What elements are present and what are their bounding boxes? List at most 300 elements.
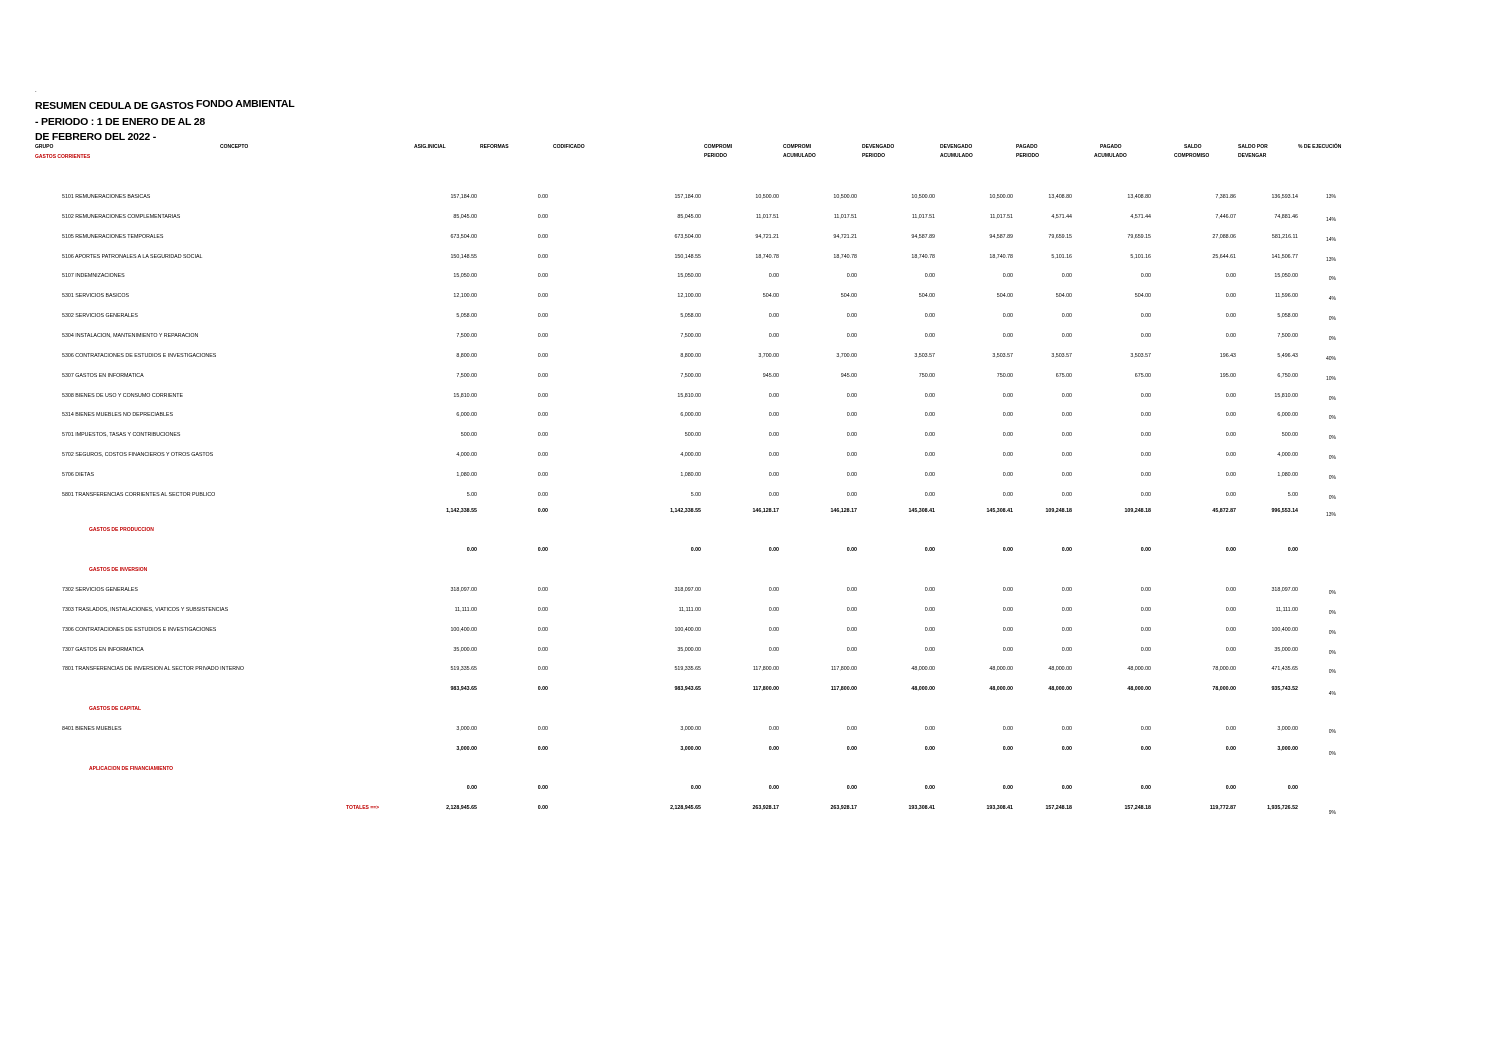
cell-ejecucion-pct: 14%	[1325, 216, 1336, 223]
cell-value: 0.00	[1002, 547, 1013, 553]
cell-value: 0.00	[537, 491, 548, 498]
report-title: RESUMEN CEDULA DE GASTOS	[35, 100, 194, 112]
cell-value: 150,148.55	[450, 253, 477, 260]
cell-value: 0.00	[1140, 587, 1151, 593]
cell-value: 48,000.00	[1048, 666, 1072, 673]
cell-value: 145,308.41	[986, 508, 1013, 514]
cell-value: 0.00	[846, 785, 857, 791]
cell-value: 3,503.57	[914, 352, 935, 359]
section-gastos-capital: GASTOS DE CAPITAL	[89, 706, 142, 712]
cell-value: 0.00	[1061, 606, 1072, 613]
cell-value: 0.00	[1002, 471, 1013, 478]
cell-value: 0.00	[768, 547, 779, 553]
cell-value: 0.00	[1002, 726, 1013, 732]
cell-value: 141,506.77	[1271, 253, 1298, 260]
cell-value: 0.00	[1140, 432, 1151, 439]
cell-value: 6,000.00	[1277, 412, 1298, 419]
header-pagado-periodo: PAGADO PERIODO	[1016, 144, 1040, 159]
cell-value: 0.00	[924, 626, 935, 633]
cell-ejecucion-pct: 0%	[1328, 395, 1336, 402]
cell-value: 0.00	[768, 392, 779, 399]
cell-value: 0.00	[1225, 746, 1236, 752]
cell-value: 5.00	[690, 491, 701, 498]
section-gastos-inversion: GASTOS DE INVERSION	[89, 567, 148, 573]
cell-value: 0.00	[768, 273, 779, 280]
cell-value: 18,740.78	[989, 253, 1013, 260]
cell-ejecucion-pct: 0%	[1328, 276, 1336, 283]
cell-value: 0.00	[768, 746, 779, 752]
header-saldo-devengar: SALDO POR DEVENGAR	[1238, 144, 1268, 159]
header-compromiso-acumulado: COMPROMI ACUMULADO	[783, 144, 816, 159]
cell-value: 0.00	[1140, 452, 1151, 459]
cell-value: 0.00	[1061, 273, 1072, 280]
cell-value: 0.00	[1225, 392, 1236, 399]
cell-value: 0.00	[768, 452, 779, 459]
cell-value: 0.00	[1225, 491, 1236, 498]
cell-value: 1,080.00	[456, 471, 477, 478]
cell-value: 117,800.00	[830, 686, 857, 692]
cell-value: 117,800.00	[752, 686, 779, 692]
cell-value: 0.00	[924, 785, 935, 791]
cell-value: 7,446.07	[1215, 213, 1236, 220]
cell-value: 983,943.65	[674, 686, 701, 692]
header-codificado: CODIFICADO	[553, 144, 585, 150]
cell-value: 0.00	[537, 253, 548, 260]
cell-value: 0.00	[1140, 606, 1151, 613]
cell-value: 79,659.15	[1048, 233, 1072, 240]
cell-value: 0.00	[768, 412, 779, 419]
cell-ejecucion-pct: 0%	[1328, 590, 1336, 596]
cell-value: 0.00	[1225, 471, 1236, 478]
period-line-2: DE FEBRERO DEL 2022 -	[35, 131, 157, 143]
cell-value: 100,400.00	[674, 626, 701, 633]
cell-value: 0.00	[768, 471, 779, 478]
cell-value: 48,000.00	[1127, 666, 1151, 673]
cell-value: 0.00	[1140, 392, 1151, 399]
cell-value: 0.00	[924, 547, 935, 553]
cell-value: 945.00	[840, 372, 857, 379]
cell-ejecucion-pct: 0%	[1328, 316, 1336, 323]
cell-value: 0.00	[1002, 746, 1013, 752]
cell-value: 519,335.65	[674, 666, 701, 673]
cell-value: 11,017.51	[833, 213, 857, 220]
cell-value: 0.00	[1002, 273, 1013, 280]
row-concepto: 7307 GASTOS EN INFORMATICA	[62, 646, 144, 653]
cell-value: 48,000.00	[1127, 686, 1151, 692]
cell-value: 3,700.00	[758, 352, 779, 359]
cell-value: 0.00	[924, 412, 935, 419]
cell-value: 0.00	[1287, 547, 1298, 553]
cell-value: 94,721.21	[755, 233, 779, 240]
cell-value: 0.00	[1061, 785, 1072, 791]
section-gastos-produccion: GASTOS DE PRODUCCION	[89, 527, 154, 533]
cell-value: 0.00	[537, 392, 548, 399]
cell-value: 0.00	[537, 293, 548, 300]
cell-value: 0.00	[846, 547, 857, 553]
cell-value: 5,101.16	[1130, 253, 1151, 260]
cell-value: 0.00	[846, 646, 857, 653]
row-concepto: 5304 INSTALACION, MANTENIMIENTO Y REPARACION	[62, 332, 199, 339]
cell-value: 12,100.00	[453, 293, 477, 300]
cell-value: 0.00	[537, 805, 548, 811]
cell-value: 0.00	[537, 352, 548, 359]
cell-value: 0.00	[690, 547, 701, 553]
row-concepto: 7801 TRANSFERENCIAS DE INVERSION AL SECTOR PRIVADO INTERNO	[62, 666, 245, 673]
cell-ejecucion-pct: 0%	[1328, 474, 1336, 481]
cell-value: 0.00	[846, 746, 857, 752]
cell-value: 27,088.06	[1212, 233, 1236, 240]
cell-value: 11,017.51	[911, 213, 935, 220]
cell-value: 0.00	[924, 606, 935, 613]
cell-value: 5,058.00	[680, 313, 701, 320]
cell-value: 0.00	[768, 626, 779, 633]
cell-value: 11,017.51	[989, 213, 1013, 220]
cell-value: 0.00	[1061, 491, 1072, 498]
cell-value: 5.00	[466, 491, 477, 498]
cell-value: 0.00	[537, 587, 548, 593]
cell-value: 0.00	[1140, 726, 1151, 732]
cell-value: 117,800.00	[752, 666, 779, 673]
cell-value: 0.00	[768, 587, 779, 593]
cell-value: 195.00	[1219, 372, 1236, 379]
cell-value: 0.00	[537, 213, 548, 220]
cell-ejecucion-pct: 0%	[1328, 751, 1336, 757]
cell-value: 11,111.00	[454, 606, 477, 613]
cell-value: 0.00	[924, 491, 935, 498]
cell-value: 0.00	[924, 726, 935, 732]
cell-value: 0.00	[768, 726, 779, 732]
cell-value: 0.00	[1225, 587, 1236, 593]
cell-value: 0.00	[1225, 293, 1236, 300]
cell-value: 0.00	[1140, 626, 1151, 633]
cell-value: 1,142,338.55	[446, 508, 477, 514]
row-concepto: 5801 TRANSFERENCIAS CORRIENTES AL SECTOR PUBLICO	[62, 491, 216, 498]
cell-value: 109,248.18	[1045, 508, 1072, 514]
cell-value: 0.00	[537, 372, 548, 379]
cell-ejecucion-pct: 0%	[1328, 649, 1336, 656]
cell-ejecucion-pct: 0%	[1328, 669, 1336, 676]
cell-value: 0.00	[1140, 785, 1151, 791]
cell-value: 15,810.00	[453, 392, 477, 399]
cell-value: 109,248.18	[1124, 508, 1151, 514]
cell-value: 0.00	[1002, 646, 1013, 653]
cell-value: 136,593.14	[1271, 194, 1298, 200]
cell-value: 504.00	[996, 293, 1013, 300]
cell-value: 117,800.00	[830, 666, 857, 673]
cell-value: 0.00	[1002, 332, 1013, 339]
cell-ejecucion-pct: 13%	[1325, 512, 1336, 518]
cell-value: 0.00	[1061, 547, 1072, 553]
cell-value: 5,058.00	[456, 313, 477, 320]
cell-value: 0.00	[768, 785, 779, 791]
cell-value: 94,587.89	[911, 233, 935, 240]
cell-value: 0.00	[846, 626, 857, 633]
cell-value: 0.00	[1061, 452, 1072, 459]
cell-value: 48,000.00	[989, 666, 1013, 673]
cell-value: 10,500.00	[833, 194, 857, 200]
cell-value: 0.00	[537, 646, 548, 653]
cell-value: 3,503.57	[1130, 352, 1151, 359]
cell-value: 0.00	[1225, 412, 1236, 419]
cell-value: 0.00	[846, 313, 857, 320]
cell-value: 0.00	[1061, 313, 1072, 320]
cell-value: 15,050.00	[1274, 273, 1298, 280]
cell-ejecucion-pct: 0%	[1328, 335, 1336, 342]
cell-value: 11,596.00	[1274, 293, 1298, 300]
cell-value: 0.00	[1225, 785, 1236, 791]
cell-ejecucion-pct: 13%	[1325, 256, 1336, 263]
cell-value: 504.00	[918, 293, 935, 300]
row-concepto: 5301 SERVICIOS BASICOS	[62, 293, 130, 300]
row-concepto: 5314 BIENES MUEBLES NO DEPRECIABLES	[62, 412, 173, 419]
cell-value: 7,500.00	[456, 372, 477, 379]
cell-value: 471,435.65	[1271, 666, 1298, 673]
cell-value: 0.00	[1061, 332, 1072, 339]
cell-value: 4,000.00	[680, 452, 701, 459]
cell-value: 100,400.00	[450, 626, 477, 633]
cell-value: 0.00	[1225, 313, 1236, 320]
cell-value: 10,500.00	[911, 194, 935, 200]
row-concepto: 7303 TRASLADOS, INSTALACIONES, VIATICOS Y SUBSISTENCIAS	[62, 606, 229, 613]
header-ejecucion: % DE EJECUCIÓN	[1298, 144, 1342, 150]
cell-value: 10,500.00	[989, 194, 1013, 200]
cell-value: 500.00	[460, 432, 477, 439]
header-pagado-acumulado: PAGADO ACUMULADO	[1094, 144, 1127, 159]
cell-value: 0.00	[1225, 547, 1236, 553]
cell-value: 0.00	[924, 587, 935, 593]
cell-value: 0.00	[1140, 273, 1151, 280]
cell-value: 0.00	[1061, 587, 1072, 593]
cell-value: 0.00	[1002, 392, 1013, 399]
cell-value: 0.00	[1002, 432, 1013, 439]
cell-value: 193,308.41	[908, 805, 935, 811]
cell-value: 0.00	[1140, 746, 1151, 752]
cell-value: 3,503.57	[992, 352, 1013, 359]
cell-value: 196.43	[1219, 352, 1236, 359]
cell-value: 0.00	[846, 587, 857, 593]
cell-value: 500.00	[684, 432, 701, 439]
cell-ejecucion-pct: 4%	[1328, 691, 1336, 697]
cell-value: 0.00	[768, 432, 779, 439]
cell-value: 0.00	[846, 452, 857, 459]
cell-value: 94,721.21	[833, 233, 857, 240]
cell-value: 15,810.00	[677, 392, 701, 399]
cell-value: 3,000.00	[680, 746, 701, 752]
cell-ejecucion-pct: 0%	[1328, 435, 1336, 442]
cell-value: 673,504.00	[450, 233, 477, 240]
cell-value: 0.00	[768, 313, 779, 320]
cell-value: 15,050.00	[677, 273, 701, 280]
cell-value: 5,101.16	[1051, 253, 1072, 260]
row-concepto: 5102 REMUNERACIONES COMPLEMENTARIAS	[62, 213, 181, 220]
cell-value: 0.00	[846, 726, 857, 732]
row-concepto: 5107 INDEMNIZACIONES	[62, 273, 125, 280]
row-concepto: 5306 CONTRATACIONES DE ESTUDIOS E INVESTIGACIONES	[62, 352, 217, 359]
cell-value: 4,000.00	[1277, 452, 1298, 459]
cell-value: 0.00	[1225, 606, 1236, 613]
cell-ejecucion-pct: 40%	[1325, 355, 1336, 362]
header-grupo: GRUPO	[35, 144, 54, 150]
row-concepto: 5101 REMUNERACIONES BASICAS	[62, 194, 151, 200]
row-concepto: 5308 BIENES DE USO Y CONSUMO CORRIENTE	[62, 392, 184, 399]
cell-value: 100,400.00	[1271, 626, 1298, 633]
cell-value: 0.00	[1061, 412, 1072, 419]
cell-value: 263,928.17	[830, 805, 857, 811]
cell-value: 15,050.00	[453, 273, 477, 280]
cell-value: 0.00	[537, 626, 548, 633]
row-concepto: 5106 APORTES PATRONALES A LA SEGURIDAD SOCIAL	[62, 253, 203, 260]
cell-value: 18,740.78	[755, 253, 779, 260]
cell-value: 12,100.00	[677, 293, 701, 300]
cell-value: 18,740.78	[833, 253, 857, 260]
cell-value: 504.00	[1134, 293, 1151, 300]
cell-value: 10,500.00	[755, 194, 779, 200]
row-concepto: 5307 GASTOS EN INFORMATICA	[62, 372, 144, 379]
cell-value: 0.00	[1061, 646, 1072, 653]
row-concepto: 5701 IMPUESTOS, TASAS Y CONTRIBUCIONES	[62, 432, 181, 439]
cell-ejecucion-pct: 0%	[1328, 609, 1336, 616]
cell-value: 0.00	[1225, 452, 1236, 459]
cell-value: 0.00	[537, 785, 548, 791]
cell-value: 0.00	[924, 313, 935, 320]
cell-value: 18,740.78	[911, 253, 935, 260]
cell-value: 4,571.44	[1130, 213, 1151, 220]
cell-value: 0.00	[1061, 432, 1072, 439]
cell-value: 85,045.00	[453, 213, 477, 220]
cell-value: 0.00	[1225, 432, 1236, 439]
cell-value: 0.00	[537, 547, 548, 553]
cell-value: 0.00	[1002, 626, 1013, 633]
cell-value: 0.00	[924, 392, 935, 399]
cell-value: 504.00	[1055, 293, 1072, 300]
cell-value: 2,128,945.65	[446, 805, 477, 811]
row-concepto: 5702 SEGUROS, COSTOS FINANCIEROS Y OTROS GASTOS	[62, 452, 214, 459]
cell-value: 48,000.00	[1048, 686, 1072, 692]
cell-value: 146,128.17	[752, 508, 779, 514]
cell-value: 0.00	[1140, 313, 1151, 320]
cell-value: 7,381.86	[1215, 194, 1236, 200]
cell-value: 0.00	[466, 785, 477, 791]
cell-value: 1,935,726.52	[1267, 805, 1298, 811]
cell-value: 0.00	[537, 273, 548, 280]
cell-value: 0.00	[846, 432, 857, 439]
cell-ejecucion-pct: 0%	[1328, 455, 1336, 462]
cell-value: 0.00	[924, 273, 935, 280]
cell-value: 0.00	[466, 547, 477, 553]
cell-value: 7,500.00	[1277, 332, 1298, 339]
cell-value: 504.00	[840, 293, 857, 300]
cell-value: 504.00	[762, 293, 779, 300]
cell-value: 0.00	[537, 332, 548, 339]
cell-value: 157,248.18	[1124, 805, 1151, 811]
cell-value: 145,308.41	[908, 508, 935, 514]
cell-value: 0.00	[846, 606, 857, 613]
cell-value: 6,000.00	[680, 412, 701, 419]
cell-value: 157,248.18	[1045, 805, 1072, 811]
cell-value: 0.00	[1061, 626, 1072, 633]
cell-value: 7,500.00	[680, 372, 701, 379]
period-line-1: - PERIODO : 1 DE ENERO DE AL 28	[35, 116, 206, 128]
cell-value: 150,148.55	[674, 253, 701, 260]
cell-value: 0.00	[846, 392, 857, 399]
cell-value: 0.00	[768, 606, 779, 613]
cell-value: 4,000.00	[456, 452, 477, 459]
cell-value: 673,504.00	[674, 233, 701, 240]
cell-value: 983,943.65	[450, 686, 477, 692]
header-devengado-acumulado: DEVENGADO ACUMULADO	[940, 144, 973, 159]
cell-value: 0.00	[1061, 726, 1072, 732]
cell-value: 263,928.17	[752, 805, 779, 811]
cell-value: 1,142,338.55	[670, 508, 701, 514]
section-aplicacion-financiamiento: APLICACION DE FINANCIAMIENTO	[89, 766, 174, 772]
cell-value: 0.00	[1140, 547, 1151, 553]
cell-value: 0.00	[1140, 646, 1151, 653]
cell-value: 6,000.00	[456, 412, 477, 419]
cell-value: 750.00	[918, 372, 935, 379]
cell-value: 94,587.89	[989, 233, 1013, 240]
cell-value: 0.00	[1287, 785, 1298, 791]
cell-value: 1,080.00	[680, 471, 701, 478]
cell-value: 0.00	[924, 471, 935, 478]
cell-value: 0.00	[537, 412, 548, 419]
cell-value: 0.00	[537, 746, 548, 752]
cell-value: 0.00	[1225, 726, 1236, 732]
cell-value: 500.00	[1281, 432, 1298, 439]
cell-value: 0.00	[846, 491, 857, 498]
cell-value: 0.00	[537, 194, 548, 200]
cell-value: 0.00	[537, 606, 548, 613]
cell-value: 935,743.52	[1271, 686, 1298, 692]
cell-value: 0.00	[1225, 273, 1236, 280]
cell-value: 0.00	[924, 452, 935, 459]
cell-value: 750.00	[996, 372, 1013, 379]
cell-value: 74,881.46	[1274, 213, 1298, 220]
cell-value: 519,335.65	[450, 666, 477, 673]
cell-value: 3,000.00	[1277, 746, 1298, 752]
row-concepto: 5706 DIETAS	[62, 471, 94, 478]
cell-value: 0.00	[846, 332, 857, 339]
cell-value: 3,000.00	[456, 746, 477, 752]
cell-value: 35,000.00	[453, 646, 477, 653]
cell-value: 85,045.00	[677, 213, 701, 220]
cell-value: 0.00	[1002, 785, 1013, 791]
cell-ejecucion-pct: 9%	[1328, 810, 1336, 816]
cell-value: 3,000.00	[1277, 726, 1298, 732]
cell-value: 119,772.87	[1209, 805, 1236, 811]
cell-value: 13,408.80	[1048, 194, 1072, 200]
cell-value: 8,800.00	[456, 352, 477, 359]
cell-value: 0.00	[924, 646, 935, 653]
cell-value: 0.00	[1140, 412, 1151, 419]
cell-value: 0.00	[537, 471, 548, 478]
cell-value: 0.00	[1225, 332, 1236, 339]
cell-value: 8,800.00	[680, 352, 701, 359]
cell-value: 3,000.00	[456, 726, 477, 732]
cell-value: 48,000.00	[989, 686, 1013, 692]
cell-value: 0.00	[924, 332, 935, 339]
cell-value: 0.00	[537, 313, 548, 320]
cell-value: 0.00	[1061, 392, 1072, 399]
header-compromiso-periodo: COMPROMI PERIODO	[704, 144, 733, 159]
cell-ejecucion-pct: 4%	[1328, 296, 1336, 303]
cell-value: 0.00	[537, 452, 548, 459]
cell-value: 11,111.00	[1275, 606, 1298, 613]
cell-value: 0.00	[537, 233, 548, 240]
cell-value: 11,111.00	[678, 606, 701, 613]
header-reformas: REFORMAS	[480, 144, 509, 150]
header-asig-inicial: ASIG.INICIAL	[414, 144, 446, 150]
cell-value: 146,128.17	[830, 508, 857, 514]
